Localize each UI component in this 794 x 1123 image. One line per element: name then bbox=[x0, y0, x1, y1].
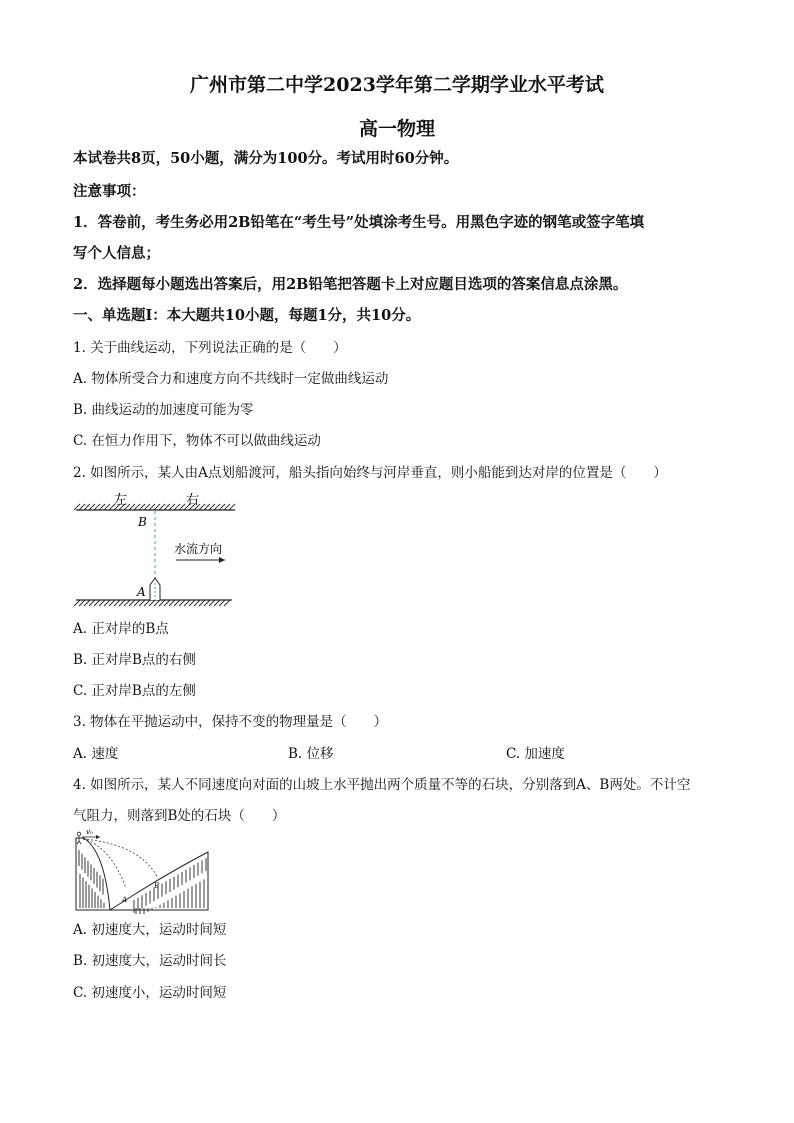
exam-title: 广州市第二中学2023学年第二学期学业水平考试 bbox=[190, 74, 604, 96]
question-4-stem: 4. 如图所示，某人不同速度向对面的山坡上水平抛出两个质量不等的石块，分别落到A、B两处。不计空 bbox=[73, 777, 691, 793]
notice-intro: 本试卷共8页，50小题，满分为100分。考试用时60分钟。 bbox=[73, 150, 459, 167]
label-flow-direction: 水流方向 bbox=[174, 542, 223, 556]
question-1-option-a: A. 物体所受合力和速度方向不共线时一定做曲线运动 bbox=[73, 371, 389, 387]
notice-item-2: 2．选择题每小题选出答案后，用2B铅笔把答题卡上对应题目选项的答案信息点涂黑。 bbox=[73, 276, 628, 293]
label-point-a: A bbox=[137, 585, 146, 599]
question-4-stem-cont: 气阻力，则落到B处的石块（ ） bbox=[73, 808, 286, 824]
question-4-option-c: C. 初速度小，运动时间短 bbox=[73, 985, 227, 1001]
label-v0: v₀ bbox=[86, 830, 93, 836]
slope-projectile-figure bbox=[70, 830, 212, 914]
question-2-option-b: B. 正对岸B点的右侧 bbox=[73, 652, 196, 668]
question-3-option-b: B. 位移 bbox=[288, 746, 334, 762]
notice-heading: 注意事项： bbox=[73, 183, 146, 200]
river-crossing-figure bbox=[70, 488, 240, 610]
question-3-option-c: C. 加速度 bbox=[506, 746, 565, 762]
question-4-option-b: B. 初速度大，运动时间长 bbox=[73, 953, 227, 969]
label-point-b: B bbox=[138, 515, 147, 529]
question-1-option-b: B. 曲线运动的加速度可能为零 bbox=[73, 402, 254, 418]
question-4-option-a: A. 初速度大，运动时间短 bbox=[73, 922, 227, 938]
exam-subtitle: 高一物理 bbox=[358, 118, 435, 140]
question-2-option-a: A. 正对岸的B点 bbox=[73, 621, 169, 637]
question-2-stem: 2. 如图所示，某人由A点划船渡河，船头指向始终与河岸垂直，则小船能到达对岸的位置是（ ） bbox=[73, 465, 667, 481]
label-landing-b: B bbox=[154, 882, 160, 890]
question-2-option-c: C. 正对岸B点的左侧 bbox=[73, 683, 196, 699]
question-3-stem: 3. 物体在平抛运动中，保持不变的物理量是（ ） bbox=[73, 714, 388, 730]
notice-item-1-cont: 写个人信息； bbox=[73, 245, 160, 262]
question-1-option-c: C. 在恒力作用下，物体不可以做曲线运动 bbox=[73, 433, 321, 449]
question-1-stem: 1. 关于曲线运动，下列说法正确的是（ ） bbox=[73, 340, 347, 356]
section-heading: 一、单选题Ⅰ：本大题共10小题，每题1分，共10分。 bbox=[73, 307, 421, 324]
label-landing-a: A bbox=[122, 896, 128, 904]
label-left: 左 bbox=[114, 493, 128, 508]
label-right: 右 bbox=[186, 493, 200, 508]
question-3-option-a: A. 速度 bbox=[73, 746, 119, 762]
notice-item-1: 1．答卷前，考生务必用2B铅笔在“考生号”处填涂考生号。用黑色字迹的钢笔或签字笔填 bbox=[73, 214, 645, 231]
